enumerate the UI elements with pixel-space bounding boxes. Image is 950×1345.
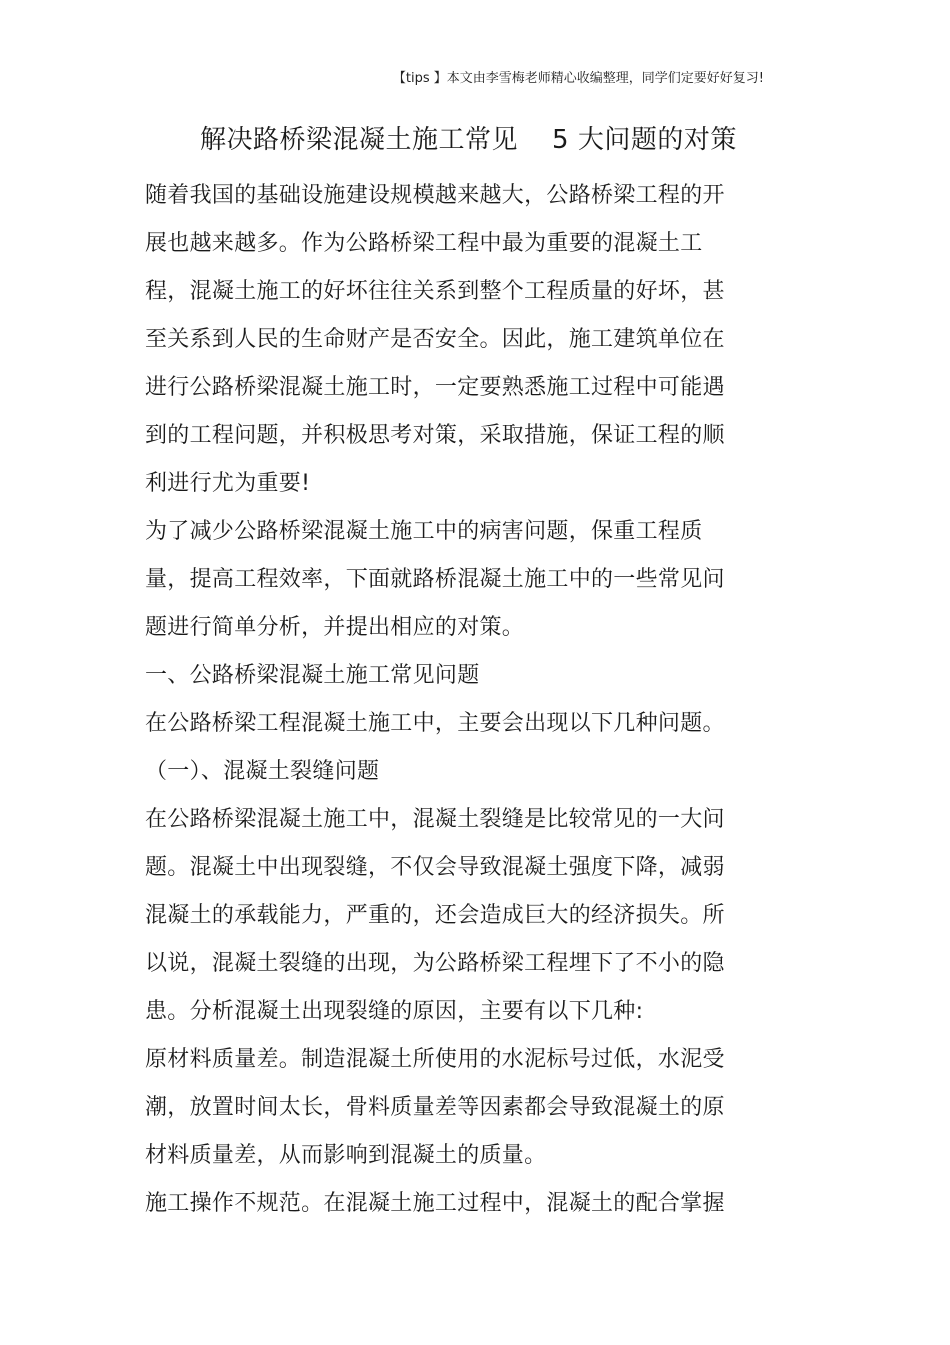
text-line: 以说，混凝土裂缝的出现，为公路桥梁工程埋下了不小的隐 [145,951,725,976]
header-tips: 【tips 】本文由李雪梅老师精心收编整理，同学们定要好好复习! [392,71,764,86]
text-line: 原材料质量差。制造混凝土所使用的水泥标号过低，水泥受 [145,1047,725,1072]
title-text-part1: 解决路桥梁混凝土施工常见 [200,125,519,155]
text-line: 题。混凝土中出现裂缝，不仅会导致混凝土强度下降，减弱 [145,855,725,880]
text-line: 在公路桥梁工程混凝土施工中，主要会出现以下几种问题。 [145,711,725,736]
text-line: 潮，放置时间太长，骨料质量差等因素都会导致混凝土的原 [145,1095,725,1120]
text-line: 题进行简单分析，并提出相应的对策。 [145,615,525,640]
text-line: 随着我国的基础设施建设规模越来越大，公路桥梁工程的开 [145,183,725,208]
text-line: 患。分析混凝土出现裂缝的原因，主要有以下几种: [145,999,644,1024]
page-title [200,122,737,158]
text-line: 为了减少公路桥梁混凝土施工中的病害问题，保重工程质 [145,519,703,544]
text-line: 程，混凝土施工的好坏往往关系到整个工程质量的好坏，甚 [145,279,725,304]
section-heading: 一、公路桥梁混凝土施工常见问题 [145,663,480,688]
text-line: 材料质量差，从而影响到混凝土的质量。 [145,1143,547,1168]
text-line: 量，提高工程效率，下面就路桥混凝土施工中的一些常见问 [145,567,725,592]
text-line: 利进行尤为重要! [145,471,311,496]
text-line: 进行公路桥梁混凝土施工时，一定要熟悉施工过程中可能遇 [145,375,725,400]
text-line: 至关系到人民的生命财产是否安全。因此，施工建筑单位在 [145,327,725,352]
text-line: 施工操作不规范。在混凝土施工过程中，混凝土的配合掌握 [145,1191,725,1216]
text-line: 展也越来越多。作为公路桥梁工程中最为重要的混凝土工 [145,231,703,256]
text-line: 到的工程问题，并积极思考对策，采取措施，保证工程的顺 [145,423,725,448]
text-line: 混凝土的承载能力，严重的，还会造成巨大的经济损失。所 [145,903,725,928]
subsection-heading: （一）、混凝土裂缝问题 [145,759,380,784]
title-text-part2: 5 大问题的对策 [552,125,737,155]
text-line: 在公路桥梁混凝土施工中，混凝土裂缝是比较常见的一大问 [145,807,725,832]
